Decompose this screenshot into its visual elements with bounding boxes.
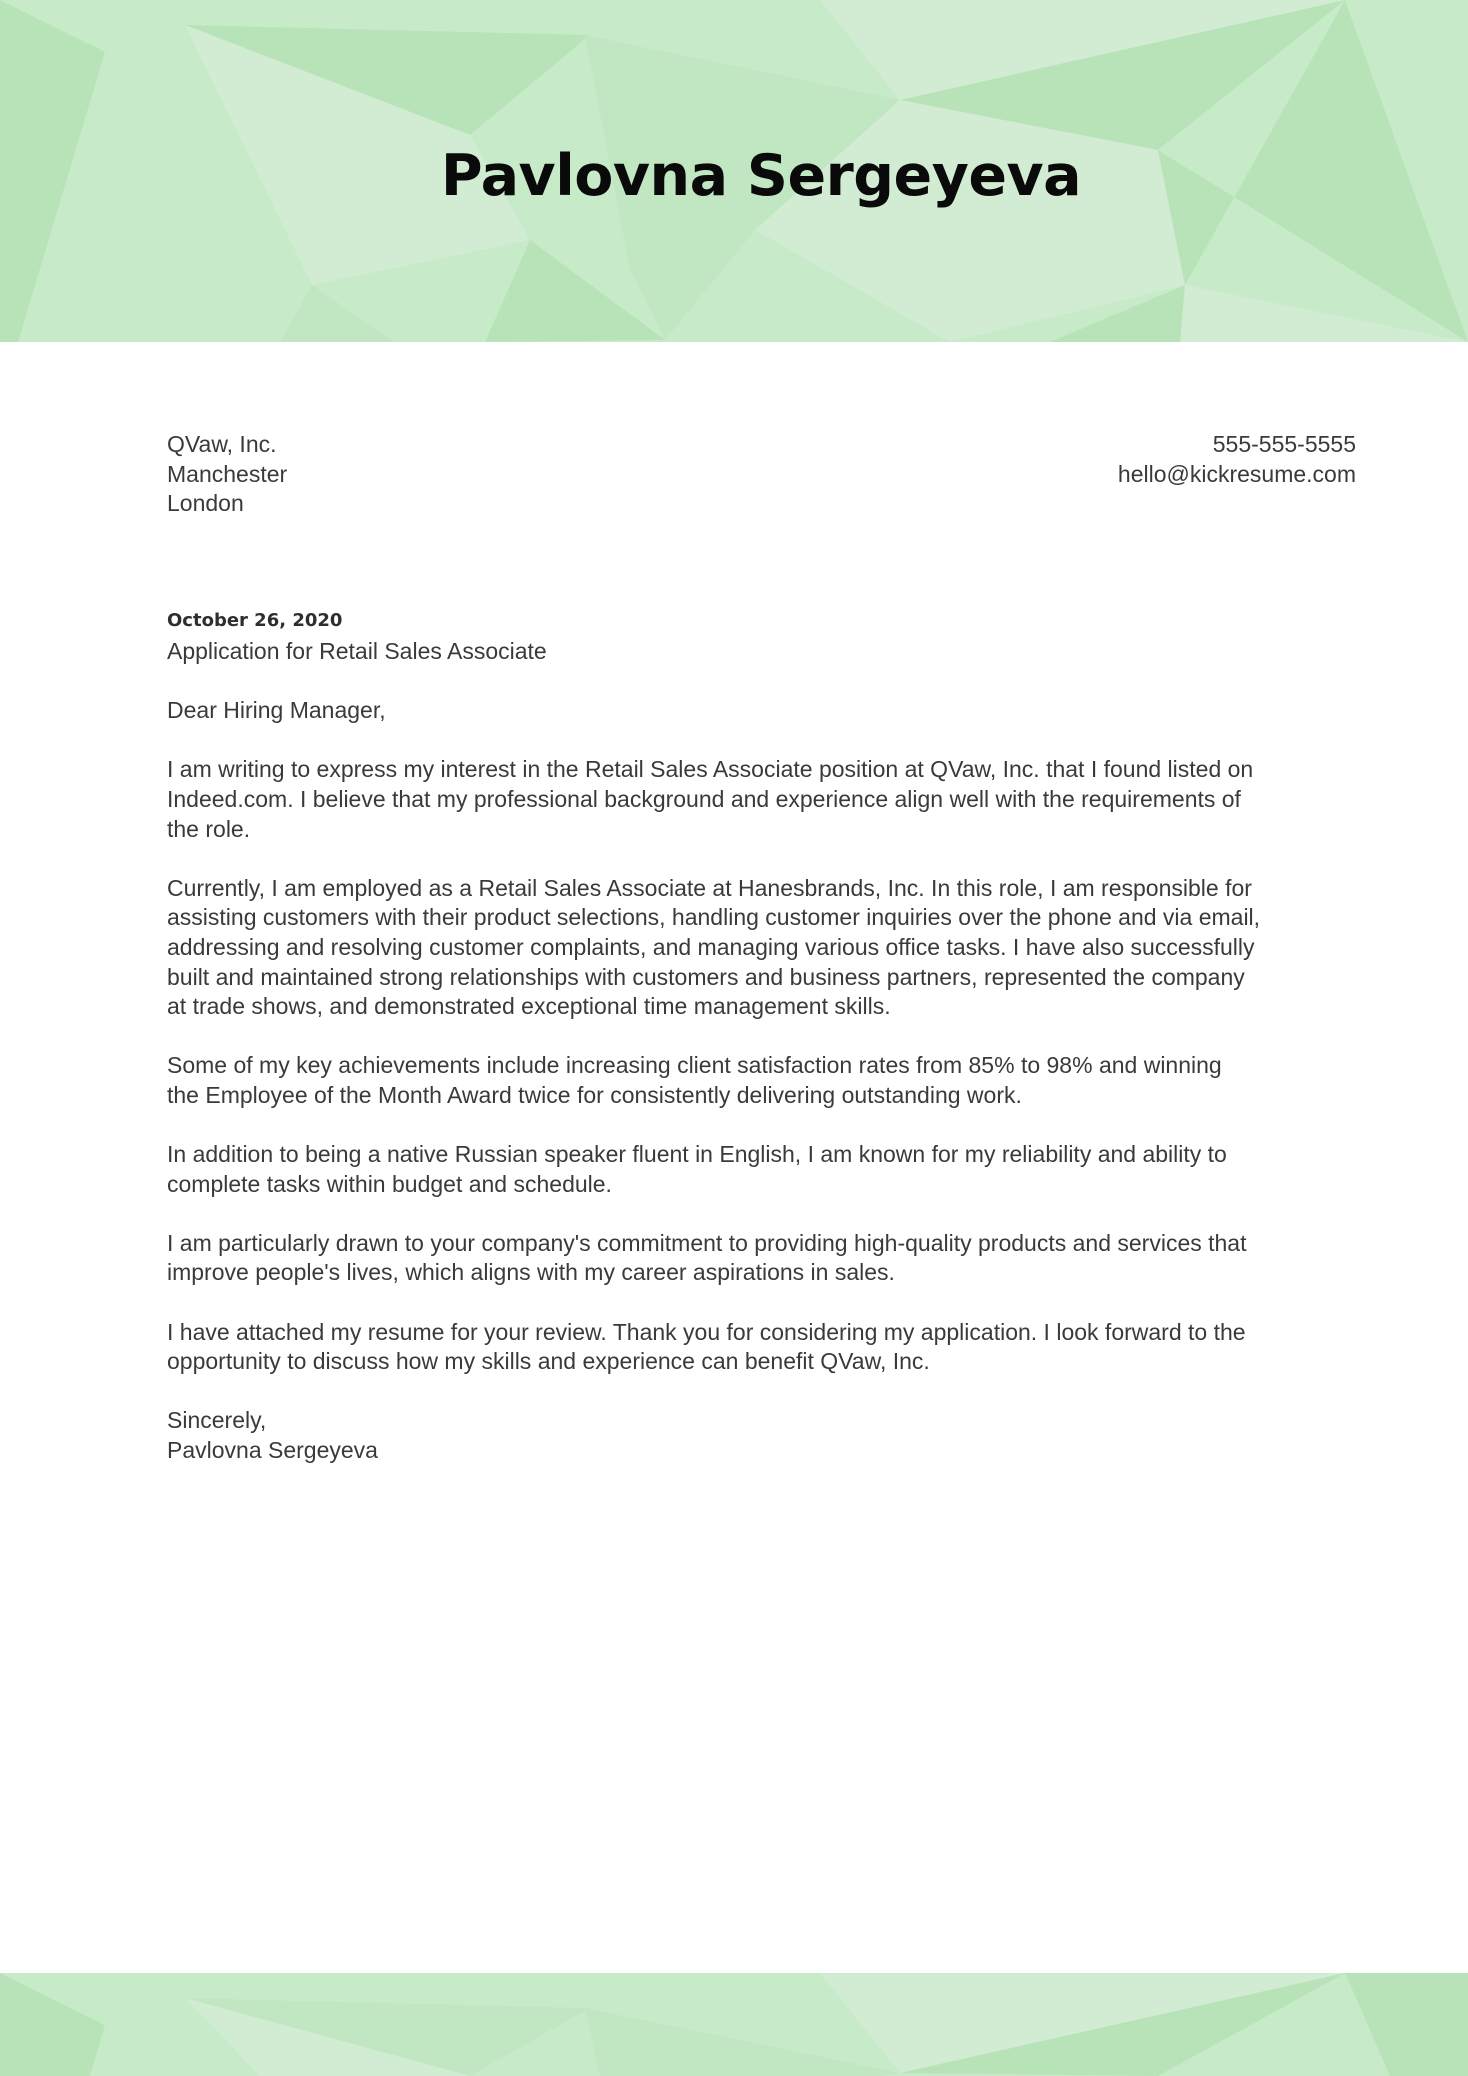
applicant-name: Pavlovna Sergeyeva [440, 143, 1082, 209]
signature-name: Pavlovna Sergeyeva [167, 1437, 378, 1464]
paragraph-line: I am particularly drawn to your company's commitment to providing high-quality products and services that [167, 1229, 1247, 1256]
contact-info [1118, 430, 1356, 489]
paragraph-intro [167, 755, 1367, 844]
paragraph-line: Indeed.com. I believe that my professional background and experience align well with the requirements of [167, 785, 1241, 812]
sender-company: QVaw, Inc. [167, 431, 277, 457]
signoff [167, 1406, 1367, 1465]
paragraph-line: I have attached my resume for your review. Thank you for considering my application. I look forward to the [167, 1318, 1246, 1345]
paragraph-achievements [167, 1051, 1367, 1110]
letter-date: October 26, 2020 [167, 610, 343, 631]
paragraph-current-role [167, 874, 1367, 1022]
paragraph-line: the Employee of the Month Award twice for consistently delivering outstanding work. [167, 1081, 1022, 1108]
paragraph-line: opportunity to discuss how my skills and experience can benefit QVaw, Inc. [167, 1348, 930, 1375]
letter-subject: Application for Retail Sales Associate [167, 638, 547, 664]
paragraph-line: at trade shows, and demonstrated exceptional time management skills. [167, 993, 891, 1020]
letter-body [167, 637, 1367, 1466]
paragraph-line: complete tasks within budget and schedule. [167, 1170, 612, 1197]
paragraph-line: the role. [167, 815, 251, 842]
paragraph-languages [167, 1140, 1367, 1199]
paragraph-line: built and maintained strong relationships with customers and business partners, represented the company [167, 963, 1245, 990]
paragraph-closing [167, 1318, 1367, 1377]
sender-address [167, 430, 287, 519]
paragraph-line: addressing and resolving customer complaints, and managing various office tasks. I have also successfully [167, 933, 1255, 960]
salutation: Dear Hiring Manager, [167, 697, 386, 724]
sender-region: London [167, 490, 244, 517]
paragraph-line: In addition to being a native Russian speaker fluent in English, I am known for my reliability and ability to [167, 1141, 1227, 1168]
paragraph-line: Currently, I am employed as a Retail Sales Associate at Hanesbrands, Inc. In this role, I am responsible for [167, 874, 1252, 901]
closing-word: Sincerely, [167, 1407, 267, 1434]
contact-email: hello@kickresume.com [1117, 460, 1356, 487]
geometric-pattern [0, 1973, 1468, 2076]
paragraph-line: improve people's lives, which aligns with my career aspirations in sales. [167, 1259, 895, 1286]
header-banner [0, 0, 1468, 342]
paragraph-line: assisting customers with their product selections, handling customer inquiries over the phone and via email, [167, 904, 1261, 931]
footer-banner [0, 1973, 1468, 2076]
paragraph-motivation [167, 1229, 1367, 1288]
contact-phone: 555-555-5555 [1212, 431, 1356, 457]
paragraph-line: Some of my key achievements include increasing client satisfaction rates from 85% to 98% and winning [167, 1052, 1222, 1079]
sender-city: Manchester [167, 460, 288, 487]
paragraph-line: I am writing to express my interest in the Retail Sales Associate position at QVaw, Inc. that I found listed on [167, 756, 1254, 783]
